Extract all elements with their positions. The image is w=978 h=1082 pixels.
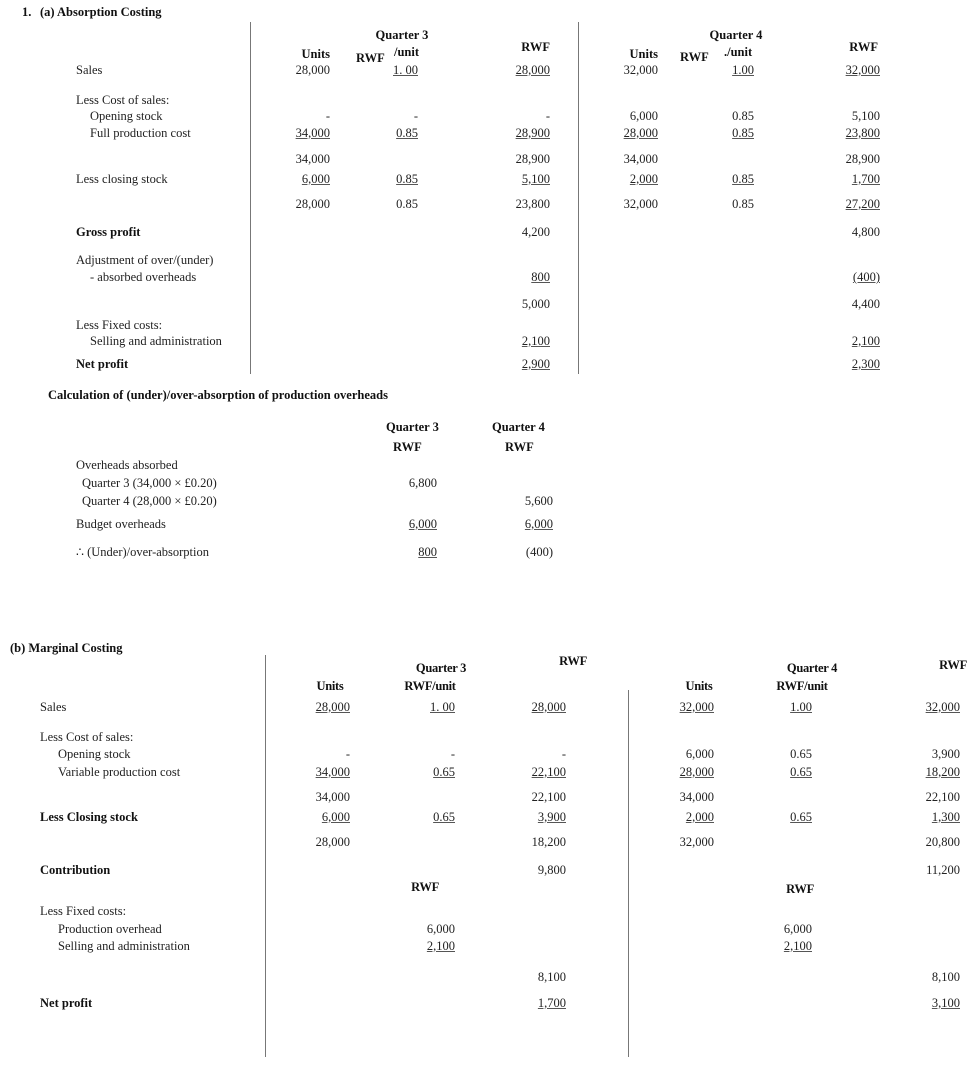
column-divider bbox=[250, 22, 251, 374]
column-divider bbox=[628, 690, 629, 1057]
q3-rwf-value: 28,000 bbox=[515, 63, 550, 77]
q4-per-unit-value: 6,000 bbox=[783, 922, 812, 936]
q4-title: Quarter 4 bbox=[786, 661, 838, 675]
q4-rwf-value: 1,300 bbox=[931, 810, 960, 824]
q4-rwf-value: (400) bbox=[852, 270, 880, 284]
q4-units-value: 2,000 bbox=[629, 172, 658, 186]
q3-units-value: 6,000 bbox=[301, 172, 330, 186]
q4-rwf-value: 22,100 bbox=[925, 790, 960, 804]
q3-fixed-rwf-header: RWF bbox=[411, 880, 439, 894]
row-label: Production overhead bbox=[58, 922, 162, 936]
q4-units-value: 28,000 bbox=[679, 765, 714, 779]
q3-per-unit-header: /unit bbox=[394, 45, 420, 59]
q4-per-unit-value: 0.65 bbox=[790, 810, 812, 824]
q4-rwf-total-header: RWF bbox=[939, 658, 967, 672]
q3-per-unit-value: 6,000 bbox=[426, 922, 455, 936]
q4-rwf-value: 2,300 bbox=[851, 357, 880, 371]
q4-title: Quarter 4 bbox=[709, 28, 763, 42]
q3-rwf-value: 9,800 bbox=[537, 863, 566, 877]
q3-rwf-total-header: RWF bbox=[521, 40, 550, 54]
row-label: Net profit bbox=[40, 996, 93, 1010]
row-label: Adjustment of over/(under) bbox=[76, 253, 214, 267]
q3-title: Quarter 3 bbox=[375, 28, 429, 42]
column-divider bbox=[578, 22, 579, 374]
q3-per-unit-value: - bbox=[413, 109, 418, 123]
column-divider bbox=[265, 655, 266, 1057]
q4-per-unit-value: 1.00 bbox=[732, 63, 754, 77]
calc-row-label: Quarter 4 (28,000 × £0.20) bbox=[82, 494, 217, 508]
calc-rwf-q3: RWF bbox=[393, 440, 422, 454]
q4-rwf-total-header: RWF bbox=[849, 40, 878, 54]
row-label: Opening stock bbox=[58, 747, 131, 761]
calc-q4-value: 6,000 bbox=[524, 517, 553, 531]
calc-q3-value: 6,800 bbox=[408, 476, 437, 490]
q4-units-header: Units bbox=[629, 47, 658, 61]
calc-col-q4: Quarter 4 bbox=[492, 420, 545, 434]
q4-rwf-value: 28,900 bbox=[845, 152, 880, 166]
q3-rwf-value: 5,000 bbox=[521, 297, 550, 311]
q4-units-value: 32,000 bbox=[679, 835, 714, 849]
q3-units-value: 28,000 bbox=[315, 700, 350, 714]
row-label: Sales bbox=[40, 700, 67, 714]
q3-units-header: Units bbox=[316, 679, 344, 693]
q4-units-value: 2,000 bbox=[685, 810, 714, 824]
q4-rwf-value: 2,100 bbox=[851, 334, 880, 348]
calc-heading: Calculation of (under)/over-absorption of production overheads bbox=[48, 388, 388, 402]
q3-rwf-value: 23,800 bbox=[515, 197, 550, 211]
calc-row-label: ∴ (Under)/over-absorption bbox=[76, 545, 210, 559]
q4-rwf-value: 8,100 bbox=[931, 970, 960, 984]
q3-rwf-value: 28,000 bbox=[531, 700, 566, 714]
row-label: Full production cost bbox=[90, 126, 191, 140]
q4-rwf-value: 4,800 bbox=[851, 225, 880, 239]
row-label: Less Fixed costs: bbox=[40, 904, 127, 918]
q3-units-value: 28,000 bbox=[295, 63, 330, 77]
q4-units-value: 6,000 bbox=[685, 747, 714, 761]
row-label: Less Cost of sales: bbox=[40, 730, 134, 744]
q3-rwf-value: 5,100 bbox=[521, 172, 550, 186]
q3-rwf-value: 28,900 bbox=[515, 152, 550, 166]
q3-units-value: 34,000 bbox=[295, 126, 330, 140]
row-label: Variable production cost bbox=[58, 765, 181, 779]
q4-per-unit-value: 0.65 bbox=[790, 747, 812, 761]
q4-rwf-value: 11,200 bbox=[926, 863, 960, 877]
q3-rwf-value: 800 bbox=[531, 270, 550, 284]
q3-units-value: 28,000 bbox=[295, 197, 330, 211]
row-label: Less Cost of sales: bbox=[76, 93, 170, 107]
q3-per-unit-value: - bbox=[450, 747, 455, 761]
q3-rwf-value: 22,100 bbox=[531, 790, 566, 804]
row-label: Opening stock bbox=[90, 109, 163, 123]
calc-col-q3: Quarter 3 bbox=[386, 420, 439, 434]
q3-rwf-total-header: RWF bbox=[559, 654, 587, 668]
q4-units-value: 34,000 bbox=[623, 152, 658, 166]
calc-row-label: Overheads absorbed bbox=[76, 458, 178, 472]
q4-rwf-value: 18,200 bbox=[925, 765, 960, 779]
q3-per-unit-value: 0.85 bbox=[396, 197, 418, 211]
row-label: Selling and administration bbox=[58, 939, 190, 953]
q3-rwf-value: 28,900 bbox=[515, 126, 550, 140]
q4-units-value: 28,000 bbox=[623, 126, 658, 140]
row-label: Contribution bbox=[40, 863, 111, 877]
q4-per-unit-header: ./unit bbox=[724, 45, 753, 59]
q3-per-unit-value: 1. 00 bbox=[393, 63, 418, 77]
q3-rwf-value: 2,100 bbox=[521, 334, 550, 348]
q3-per-unit-value: 0.65 bbox=[433, 765, 455, 779]
q4-rwf-value: 32,000 bbox=[925, 700, 960, 714]
q4-units-value: 32,000 bbox=[623, 197, 658, 211]
q4-rwf-value: 1,700 bbox=[851, 172, 880, 186]
q3-units-value: 34,000 bbox=[295, 152, 330, 166]
q3-units-value: 6,000 bbox=[321, 810, 350, 824]
q4-per-unit-value: 0.85 bbox=[732, 126, 754, 140]
q3-units-value: 28,000 bbox=[315, 835, 350, 849]
q4-units-value: 32,000 bbox=[623, 63, 658, 77]
row-label: Less Closing stock bbox=[40, 810, 138, 824]
q3-rwf-value: 2,900 bbox=[521, 357, 550, 371]
q4-units-value: 32,000 bbox=[679, 700, 714, 714]
q4-rwf-value: 23,800 bbox=[845, 126, 880, 140]
calc-q3-value: 6,000 bbox=[408, 517, 437, 531]
q3-units-value: 34,000 bbox=[315, 765, 350, 779]
q3-units-header: Units bbox=[301, 47, 330, 61]
q4-rwf-value: 3,100 bbox=[931, 996, 960, 1010]
q4-rwf-value: 20,800 bbox=[925, 835, 960, 849]
section-a-heading: (a) Absorption Costing bbox=[40, 5, 162, 19]
q3-rwf-value: 4,200 bbox=[521, 225, 550, 239]
row-label: Sales bbox=[76, 63, 103, 77]
q4-per-unit-value: 1.00 bbox=[790, 700, 812, 714]
question-number: 1. bbox=[22, 5, 32, 19]
row-label: Less Fixed costs: bbox=[76, 318, 163, 332]
q3-per-unit-value: 1. 00 bbox=[430, 700, 455, 714]
q4-rwf-value: 5,100 bbox=[851, 109, 880, 123]
q3-per-unit-value: 0.65 bbox=[433, 810, 455, 824]
calc-q4-value: 5,600 bbox=[524, 494, 553, 508]
row-label: Less closing stock bbox=[76, 172, 168, 186]
q4-rwf-value: 32,000 bbox=[845, 63, 880, 77]
row-label: - absorbed overheads bbox=[90, 270, 197, 284]
q3-rwf-value: - bbox=[561, 747, 566, 761]
q4-per-unit-value: 0.85 bbox=[732, 197, 754, 211]
q4-per-unit-value: 0.85 bbox=[732, 109, 754, 123]
row-label: Selling and administration bbox=[90, 334, 222, 348]
q4-fixed-rwf-header: RWF bbox=[786, 882, 814, 896]
row-label: Net profit bbox=[76, 357, 129, 371]
q4-per-unit-value: 0.85 bbox=[732, 172, 754, 186]
q3-per-unit-header: RWF/unit bbox=[404, 679, 456, 693]
q3-per-unit-value: 0.85 bbox=[396, 172, 418, 186]
q4-rwf-value: 4,400 bbox=[851, 297, 880, 311]
row-label: Gross profit bbox=[76, 225, 141, 239]
q3-rwf-value: 22,100 bbox=[531, 765, 566, 779]
q4-rwf-header: RWF bbox=[680, 50, 709, 64]
q3-units-value: - bbox=[345, 747, 350, 761]
q4-units-header: Units bbox=[685, 679, 713, 693]
q4-per-unit-value: 2,100 bbox=[783, 939, 812, 953]
q3-rwf-value: 8,100 bbox=[537, 970, 566, 984]
calc-q4-value: (400) bbox=[525, 545, 553, 559]
q3-rwf-value: 3,900 bbox=[537, 810, 566, 824]
q3-rwf-value: 1,700 bbox=[537, 996, 566, 1010]
q3-units-value: - bbox=[325, 109, 330, 123]
q4-rwf-value: 3,900 bbox=[931, 747, 960, 761]
q4-units-value: 6,000 bbox=[629, 109, 658, 123]
calc-rwf-q4: RWF bbox=[505, 440, 534, 454]
calc-row-label: Quarter 3 (34,000 × £0.20) bbox=[82, 476, 217, 490]
q3-per-unit-value: 0.85 bbox=[396, 126, 418, 140]
q3-rwf-value: 18,200 bbox=[531, 835, 566, 849]
q3-per-unit-value: 2,100 bbox=[426, 939, 455, 953]
q4-per-unit-value: 0.65 bbox=[790, 765, 812, 779]
q4-per-unit-header: RWF/unit bbox=[776, 679, 828, 693]
q3-rwf-header: RWF bbox=[356, 51, 385, 65]
calc-row-label: Budget overheads bbox=[76, 517, 166, 531]
section-b-heading: (b) Marginal Costing bbox=[10, 641, 123, 655]
q3-units-value: 34,000 bbox=[315, 790, 350, 804]
q4-rwf-value: 27,200 bbox=[845, 197, 880, 211]
calc-q3-value: 800 bbox=[418, 545, 437, 559]
q4-units-value: 34,000 bbox=[679, 790, 714, 804]
q3-rwf-value: - bbox=[545, 109, 550, 123]
q3-title: Quarter 3 bbox=[415, 661, 467, 675]
